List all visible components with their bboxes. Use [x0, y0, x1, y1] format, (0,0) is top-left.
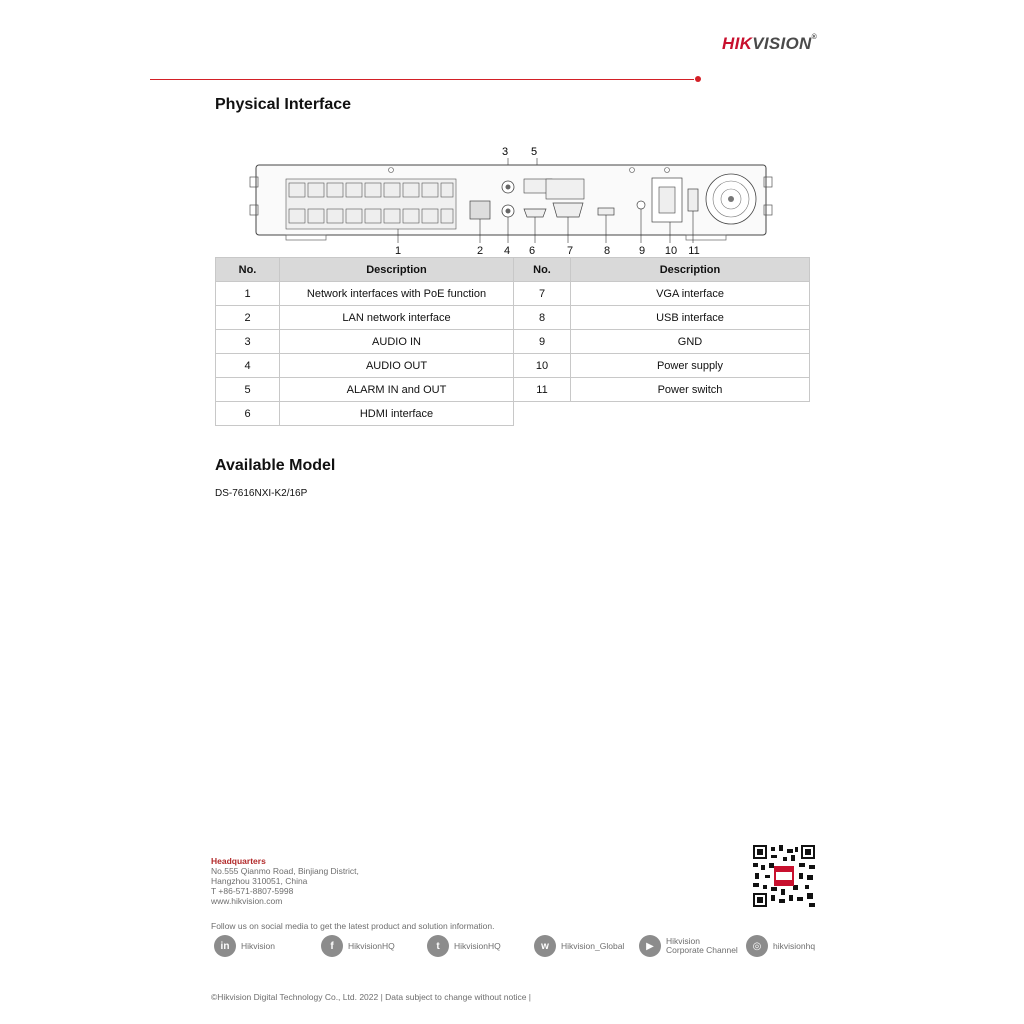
social-label: Hikvision_Global [561, 940, 625, 951]
social-links [214, 935, 834, 961]
hq-address-line: Hangzhou 310051, China [211, 876, 308, 886]
physical-interface-title: Physical Interface [215, 96, 352, 113]
social-label: Hikvision [241, 940, 276, 951]
social-label [666, 937, 738, 955]
instagram-icon: ◎ [746, 935, 768, 957]
table-row [216, 282, 810, 306]
callout-5: 5 [530, 146, 538, 158]
qr-code[interactable] [753, 845, 815, 907]
callout-4: 4 [503, 245, 511, 257]
table-header-row [216, 258, 810, 282]
cell-description: AUDIO OUT [280, 354, 514, 378]
hq-address-line: No.555 Qianmo Road, Binjiang District, [211, 866, 359, 876]
cell-empty [514, 402, 571, 426]
social-link-twitter[interactable] [427, 935, 501, 957]
available-model-title: Available Model [215, 457, 336, 474]
callout-1: 1 [394, 245, 402, 257]
callout-8: 8 [603, 245, 611, 257]
follow-us-text: Follow us on social media to get the latest product and solution information. [211, 921, 495, 931]
callout-9: 9 [638, 245, 646, 257]
cell-no: 9 [514, 330, 571, 354]
cell-description: GND [571, 330, 810, 354]
cell-empty [571, 402, 810, 426]
cell-description: VGA interface [571, 282, 810, 306]
social-link-linkedin[interactable] [214, 935, 275, 957]
headquarters-title: Headquarters [211, 856, 266, 866]
cell-description: AUDIO IN [280, 330, 514, 354]
social-link-youtube[interactable] [639, 935, 738, 957]
cell-no: 4 [216, 354, 280, 378]
table-row [216, 306, 810, 330]
callout-3: 3 [501, 146, 509, 158]
cell-description: Power supply [571, 354, 810, 378]
social-label-line: Hikvision [666, 936, 701, 946]
linkedin-icon: in [214, 935, 236, 957]
youtube-icon: ▶ [639, 935, 661, 957]
social-link-wechat[interactable] [534, 935, 624, 957]
interface-table [215, 257, 810, 426]
cell-description: Network interfaces with PoE function [280, 282, 514, 306]
cell-description: USB interface [571, 306, 810, 330]
social-label-line: Corporate Channel [666, 945, 738, 955]
logo-registered: ® [811, 34, 818, 41]
cell-no: 11 [514, 378, 571, 402]
callout-6: 6 [528, 245, 536, 257]
logo-vision: VISION [752, 34, 812, 53]
hikvision-logo [722, 34, 817, 54]
social-label: HikvisionHQ [454, 940, 501, 951]
social-link-instagram[interactable] [746, 935, 815, 957]
cell-no: 6 [216, 402, 280, 426]
cell-no: 10 [514, 354, 571, 378]
col-header-no: No. [216, 258, 280, 282]
callout-7: 7 [566, 245, 574, 257]
cell-no: 7 [514, 282, 571, 306]
device-rear-panel-diagram [246, 143, 776, 258]
callout-10: 10 [664, 245, 678, 257]
cell-description: Power switch [571, 378, 810, 402]
social-label: hikvisionhq [773, 940, 816, 951]
logo-hik: HIK [722, 34, 753, 53]
cell-description: LAN network interface [280, 306, 514, 330]
callout-2: 2 [476, 245, 484, 257]
col-header-description-2: Description [571, 258, 810, 282]
twitter-icon: t [427, 935, 449, 957]
cell-no: 1 [216, 282, 280, 306]
col-header-no-2: No. [514, 258, 571, 282]
social-link-facebook[interactable] [321, 935, 395, 957]
cell-no: 3 [216, 330, 280, 354]
hq-phone: T +86-571-8807-5998 [211, 886, 294, 896]
cell-description: HDMI interface [280, 402, 514, 426]
social-label: HikvisionHQ [348, 940, 395, 951]
table-row [216, 330, 810, 354]
cell-no: 5 [216, 378, 280, 402]
callout-11: 11 [688, 245, 700, 257]
table-row [216, 378, 810, 402]
cell-no: 2 [216, 306, 280, 330]
header-rule-dot [695, 76, 701, 82]
header-rule [150, 79, 694, 80]
hq-website-link[interactable]: www.hikvision.com [211, 896, 283, 906]
col-header-description: Description [280, 258, 514, 282]
table-row [216, 354, 810, 378]
copyright-text: ©Hikvision Digital Technology Co., Ltd. 2022 | Data subject to change without notice | [211, 992, 532, 1002]
headquarters-block [211, 856, 359, 906]
table-row [216, 402, 810, 426]
cell-no: 8 [514, 306, 571, 330]
model-number: DS-7616NXI-K2/16P [215, 488, 308, 499]
cell-description: ALARM IN and OUT [280, 378, 514, 402]
wechat-icon: w [534, 935, 556, 957]
facebook-icon: f [321, 935, 343, 957]
